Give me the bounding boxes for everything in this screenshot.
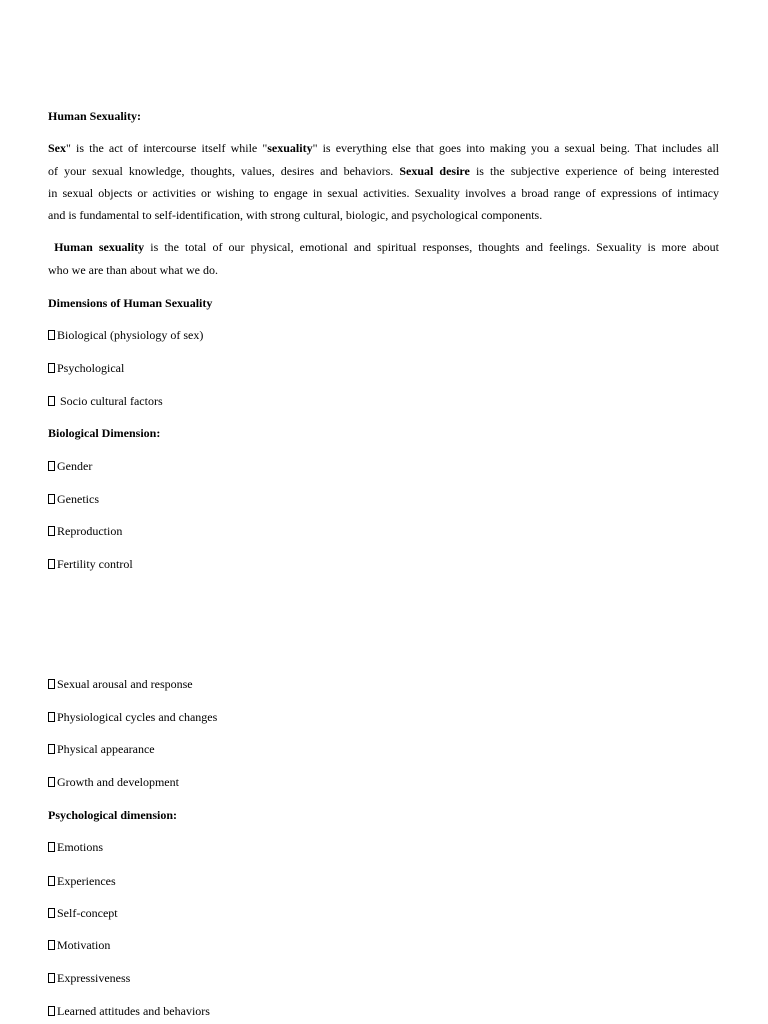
square-bullet-icon [48,876,55,886]
list-item: Experiences [48,874,116,888]
square-bullet-icon [48,679,55,689]
square-bullet-icon [48,973,55,983]
term-sexual-desire: Sexual desire [399,164,470,178]
square-bullet-icon [48,363,55,373]
para1-line-3: in sexual objects or activities or wishing to engage in sexual activities. Sexuality involves a broad range of expressions of intimacy [48,186,719,200]
list-item: Fertility control [48,557,133,571]
square-bullet-icon [48,330,55,340]
square-bullet-icon [48,940,55,950]
para1-text: is the subjective experience of being interested [475,164,720,178]
list-item: Expressiveness [48,971,130,985]
list-item: Motivation [48,938,110,952]
para2-line-1 [48,240,719,254]
list-item: Physiological cycles and changes [48,710,217,724]
term-sex: Sex [48,141,66,155]
square-bullet-icon [48,712,55,722]
square-bullet-icon [48,744,55,754]
para1-line-1 [48,141,719,155]
term-human-sexuality: Human sexuality [54,240,145,254]
square-bullet-icon [48,396,55,406]
square-bullet-icon [48,908,55,918]
list-item: Sexual arousal and response [48,677,193,691]
square-bullet-icon [48,559,55,569]
list-item: Biological (physiology of sex) [48,328,203,342]
list-item: Self-concept [48,906,118,920]
para1-line-4: and is fundamental to self-identification, with strong cultural, biologic, and psychological components. [48,208,543,222]
para2-line-2: who we are than about what we do. [48,263,218,277]
term-sexuality: sexuality [267,141,313,155]
list-item: Reproduction [48,524,122,538]
heading-biological: Biological Dimension: [48,426,161,440]
list-item: Psychological [48,361,124,375]
para1-line-2 [48,164,719,178]
heading-psychological: Psychological dimension: [48,808,178,822]
square-bullet-icon [48,526,55,536]
square-bullet-icon [48,494,55,504]
para1-text: of your sexual knowledge, thoughts, values, desires and behaviors. [48,164,394,178]
square-bullet-icon [48,1006,55,1016]
heading-dimensions: Dimensions of Human Sexuality [48,296,213,310]
list-item: Genetics [48,492,99,506]
para1-text: " is everything else that goes into making you a sexual being. That includes all [312,141,719,155]
list-item: Gender [48,459,92,473]
heading-human-sexuality: Human Sexuality: [48,109,142,123]
para2-text: is the total of our physical, emotional and spiritual responses, thoughts and feelings. Sexuality is more about [150,240,720,254]
square-bullet-icon [48,842,55,852]
list-item: Learned attitudes and behaviors [48,1004,210,1018]
square-bullet-icon [48,461,55,471]
square-bullet-icon [48,777,55,787]
list-item: Growth and development [48,775,179,789]
list-item: Emotions [48,840,103,854]
para1-text: " is the act of intercourse itself while " [66,141,268,155]
list-item: Socio cultural factors [48,394,163,408]
list-item: Physical appearance [48,742,155,756]
